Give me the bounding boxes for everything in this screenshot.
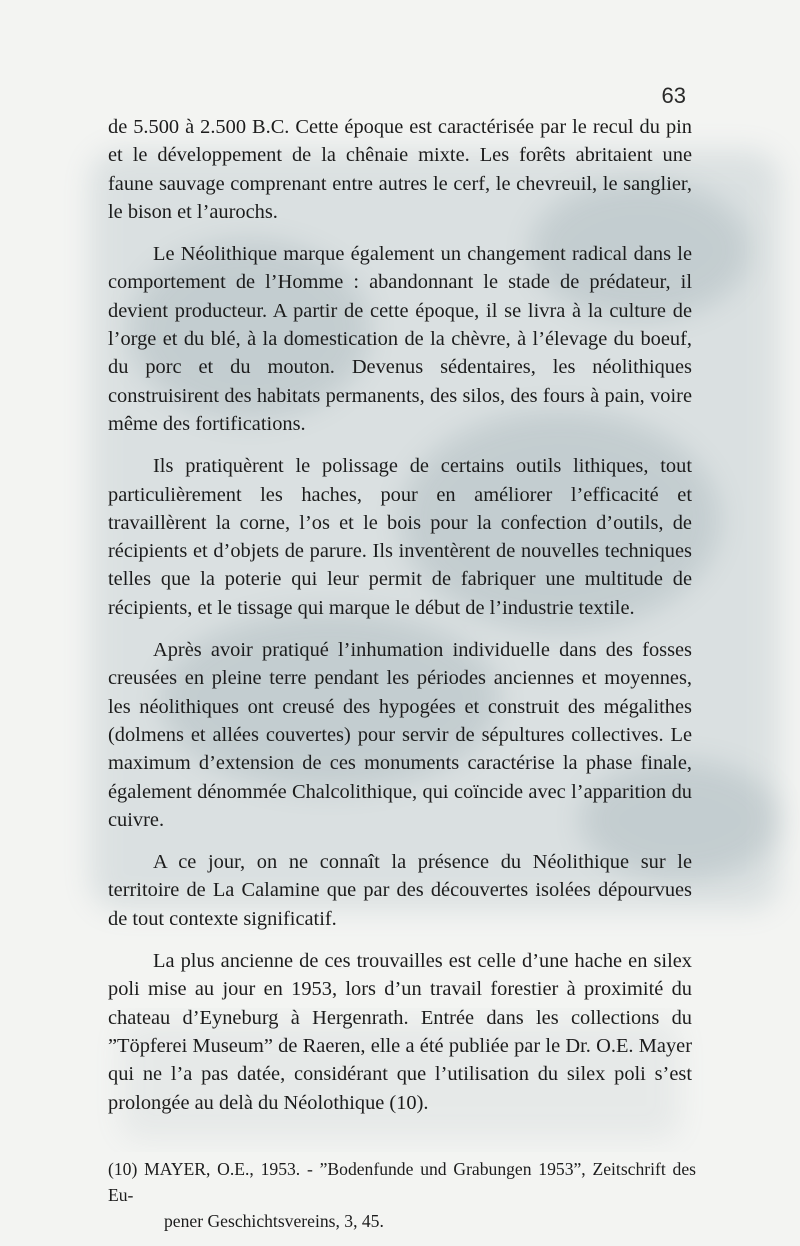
footnote-line-2: pener Geschichtsvereins, 3, 45.: [164, 1211, 384, 1231]
footnote-line-1: (10) MAYER, O.E., 1953. - ”Bodenfunde und Grabungen 1953”, Zeitschrift des Eu-: [108, 1159, 696, 1205]
footnote: [108, 1156, 696, 1234]
paragraph-6: La plus ancienne de ces trouvailles est celle d’une hache en silex poli mise au jour en 1953, lors d’un travail forestier à proximité du chateau d’Eyneburg à Hergenrath. Entrée dans les collections du ”Töpferei Museum” de Raeren, elle a été publiée par le Dr. O.E. Mayer qui ne l’a pas datée, considérant que l’utilisation du silex poli s’est prolongée au delà du Néolothique (10).: [108, 950, 692, 1114]
paragraph-2: Le Néolithique marque également un changement radical dans le comportement de l’Homme : abandonnant le stade de prédateur, il devient producteur. A partir de cette époque, il se livra à la culture de l’orge et du blé, à la domestication de la chèvre, à l’élevage du boeuf, du porc et du mouton. Devenus sédentaires, les néolithiques construisirent des habitats permanents, des silos, des fours à pain, voire même des fortifications.: [108, 243, 692, 435]
page-number: 63: [661, 83, 686, 108]
paragraph-3: Ils pratiquèrent le polissage de certains outils lithiques, tout particulièrement les haches, pour en améliorer l’efficacité et travaillèrent la corne, l’os et le bois pour la confection d’outils, de récipients et d’objets de parure. Ils inventèrent de nouvelles techniques telles que la poterie qui leur permit de fabriquer une multitude de récipients, et le tissage qui marque le début de l’industrie textile.: [108, 455, 692, 619]
paragraph-5: A ce jour, on ne connaît la présence du Néolithique sur le territoire de La Calamine que par des découvertes isolées dépourvues de tout contexte significatif.: [108, 851, 692, 930]
body-text: [108, 113, 692, 1131]
paragraph-1: de 5.500 à 2.500 B.C. Cette époque est caractérisée par le recul du pin et le développement de la chênaie mixte. Les forêts abritaient une faune sauvage comprenant entre autres le cerf, le chevreuil, le sanglier, le bison et l’aurochs.: [108, 116, 692, 223]
paragraph-4: Après avoir pratiqué l’inhumation individuelle dans des fosses creusées en pleine terre pendant les périodes anciennes et moyennes, les néolithiques ont creusé des hypogées et construit des mégalithes (dolmens et allées couvertes) pour servir de sépultures collectives. Le maximum d’extension de ces monuments caractérise la phase finale, également dénommée Chalcolithique, qui coïncide avec l’apparition du cuivre.: [108, 639, 692, 831]
